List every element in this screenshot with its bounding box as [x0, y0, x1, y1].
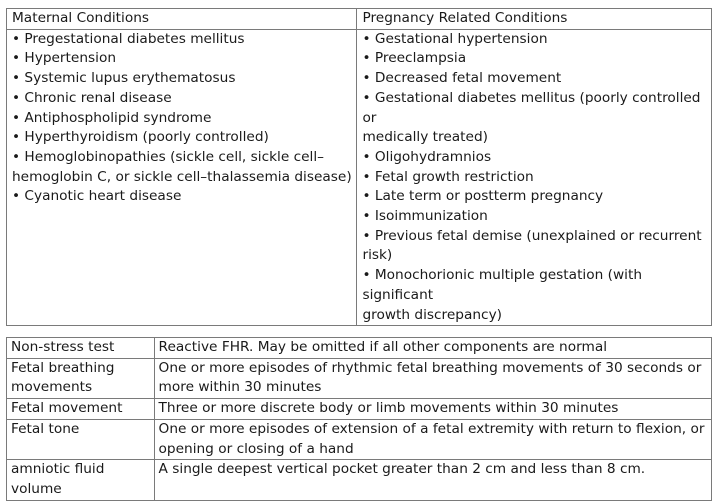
component-cell: Fetal breathing movements — [7, 358, 155, 398]
criteria-cell: Reactive FHR. May be omitted if all other components are normal — [154, 338, 711, 359]
list-item: risk) — [362, 247, 393, 264]
table-row — [7, 399, 712, 420]
component-cell: Fetal tone — [7, 419, 155, 459]
conditions-header-row — [7, 9, 712, 30]
criteria-cell: Three or more discrete body or limb movements within 30 minutes — [154, 399, 711, 420]
pregnancy-conditions-list — [357, 29, 712, 326]
list-item: • Fetal growth restriction — [362, 168, 534, 185]
component-cell: Fetal movement — [7, 399, 155, 420]
list-item: • Monochorionic multiple gestation (with — [362, 267, 643, 284]
conditions-table — [6, 8, 712, 326]
list-item: or — [362, 109, 377, 126]
list-item: • Hyperthyroidism (poorly controlled) — [12, 129, 269, 146]
criteria-cell: A single deepest vertical pocket greater than 2 cm and less than 8 cm. — [154, 460, 711, 500]
list-item: growth discrepancy) — [362, 306, 503, 323]
component-cell: Non-stress test — [7, 338, 155, 359]
list-item: medically treated) — [362, 129, 488, 146]
list-item: • Hemoglobinopathies (sickle cell, sickle cell– — [12, 148, 324, 165]
list-item: • Gestational diabetes mellitus (poorly controlled — [362, 89, 701, 106]
table-row — [7, 419, 712, 459]
maternal-header: Maternal Conditions — [7, 9, 357, 30]
table-row — [7, 338, 712, 359]
list-item: hemoglobin C, or sickle cell–thalassemia disease) — [12, 168, 352, 185]
list-item: • Previous fetal demise (unexplained or recurrent — [362, 227, 702, 244]
criteria-cell: One or more episodes of extension of a fetal extremity with return to flexion, or opening or closing of a hand — [154, 419, 711, 459]
list-item: • Isoimmunization — [362, 208, 488, 225]
list-item: • Oligohydramnios — [362, 148, 492, 165]
list-item: • Preeclampsia — [362, 50, 467, 67]
conditions-body-row — [7, 29, 712, 326]
list-item: • Chronic renal disease — [12, 89, 172, 106]
pregnancy-header: Pregnancy Related Conditions — [357, 9, 712, 30]
list-item: • Systemic lupus erythematosus — [12, 70, 236, 87]
list-item: • Late term or postterm pregnancy — [362, 188, 604, 205]
list-item: • Cyanotic heart disease — [12, 188, 182, 205]
list-item: • Antiphospholipid syndrome — [12, 109, 212, 126]
table-row — [7, 460, 712, 500]
list-item: • Gestational hypertension — [362, 30, 548, 47]
biophysical-profile-table — [6, 337, 712, 501]
list-item: • Decreased fetal movement — [362, 70, 562, 87]
list-item: • Pregestational diabetes mellitus — [12, 30, 245, 47]
component-cell: amniotic fluid volume — [7, 460, 155, 500]
maternal-conditions-list — [7, 29, 357, 326]
table-row — [7, 358, 712, 398]
list-item: • Hypertension — [12, 50, 116, 67]
criteria-cell: One or more episodes of rhythmic fetal breathing movements of 30 seconds or more within 30 minutes — [154, 358, 711, 398]
list-item: significant — [362, 286, 434, 303]
